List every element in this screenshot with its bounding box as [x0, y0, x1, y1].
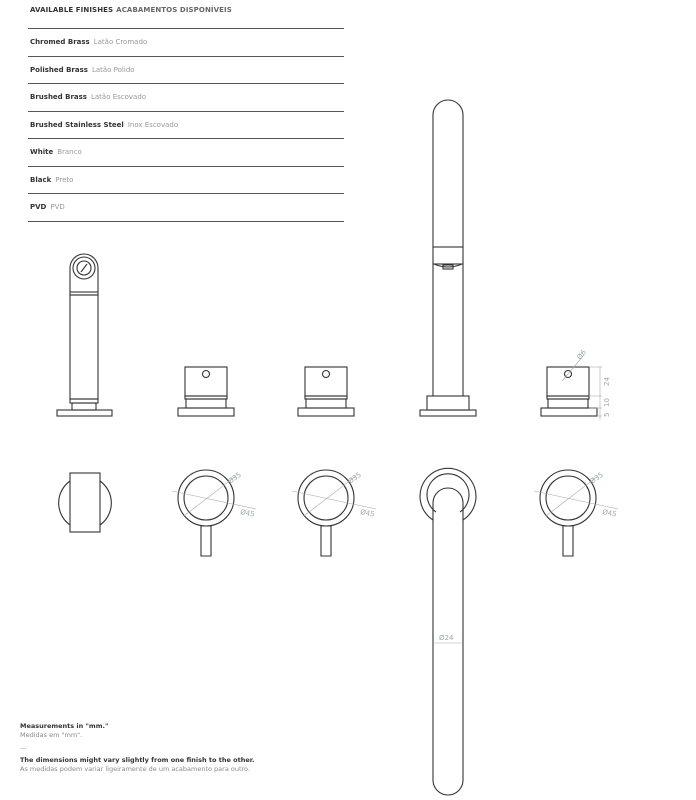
- spout-elevation: [420, 100, 476, 416]
- valve-dimensions: [562, 355, 602, 420]
- note-measure-en: Measurements in "mm.": [20, 722, 109, 730]
- dim-outer-1: Ø45: [239, 508, 256, 519]
- finish-en: White: [30, 148, 54, 157]
- handshower-plan: [59, 473, 112, 532]
- valve-elevation-2: [298, 367, 354, 416]
- valve-elevation-3: [541, 367, 597, 416]
- finish-en: PVD: [30, 203, 47, 212]
- dim-ring-height: 10: [603, 398, 611, 407]
- finish-en: Chromed Brass: [30, 38, 90, 47]
- header-en: AVAILABLE FINISHES: [30, 6, 114, 14]
- dim-handle-height: 24: [603, 377, 611, 386]
- dim-hole: Ø6: [575, 348, 588, 362]
- dim-inner-1: Ø35: [226, 470, 243, 486]
- dim-spout: Ø24: [439, 634, 454, 642]
- note-measure-pt: Medidas em "mm".: [20, 731, 83, 739]
- finish-pt: Preto: [55, 175, 74, 184]
- handshower-elevation: [57, 254, 112, 416]
- note-vary-en: The dimensions might vary slightly from one finish to the other.: [20, 756, 255, 764]
- notes: [20, 722, 255, 774]
- valve-elevation-1: [178, 367, 234, 416]
- finish-en: Brushed Stainless Steel: [30, 120, 124, 129]
- finish-pt: PVD: [50, 203, 65, 212]
- dim-inner-2: Ø35: [346, 470, 363, 486]
- finish-pt: Latão Polido: [91, 65, 135, 74]
- dim-base-height: 5: [603, 412, 611, 417]
- finish-pt: Latão Escovado: [90, 93, 147, 102]
- note-vary-pt: As medidas podem variar ligeiramente de um acabamento para outro.: [20, 765, 250, 773]
- finish-en: Black: [30, 175, 52, 184]
- dim-outer-2: Ø45: [359, 508, 376, 519]
- spout-plan: [420, 468, 476, 795]
- note-separator: —: [20, 744, 27, 752]
- header-pt: ACABAMENTOS DISPONÍVEIS: [116, 6, 232, 14]
- finish-en: Brushed Brass: [30, 93, 87, 102]
- dim-inner-3: Ø35: [588, 470, 605, 486]
- finish-en: Polished Brass: [30, 65, 88, 74]
- dim-outer-3: Ø45: [601, 508, 618, 519]
- finish-pt: Inox Escovado: [127, 120, 179, 129]
- finish-pt: Latão Cromado: [93, 38, 148, 47]
- finish-pt: Branco: [57, 148, 82, 157]
